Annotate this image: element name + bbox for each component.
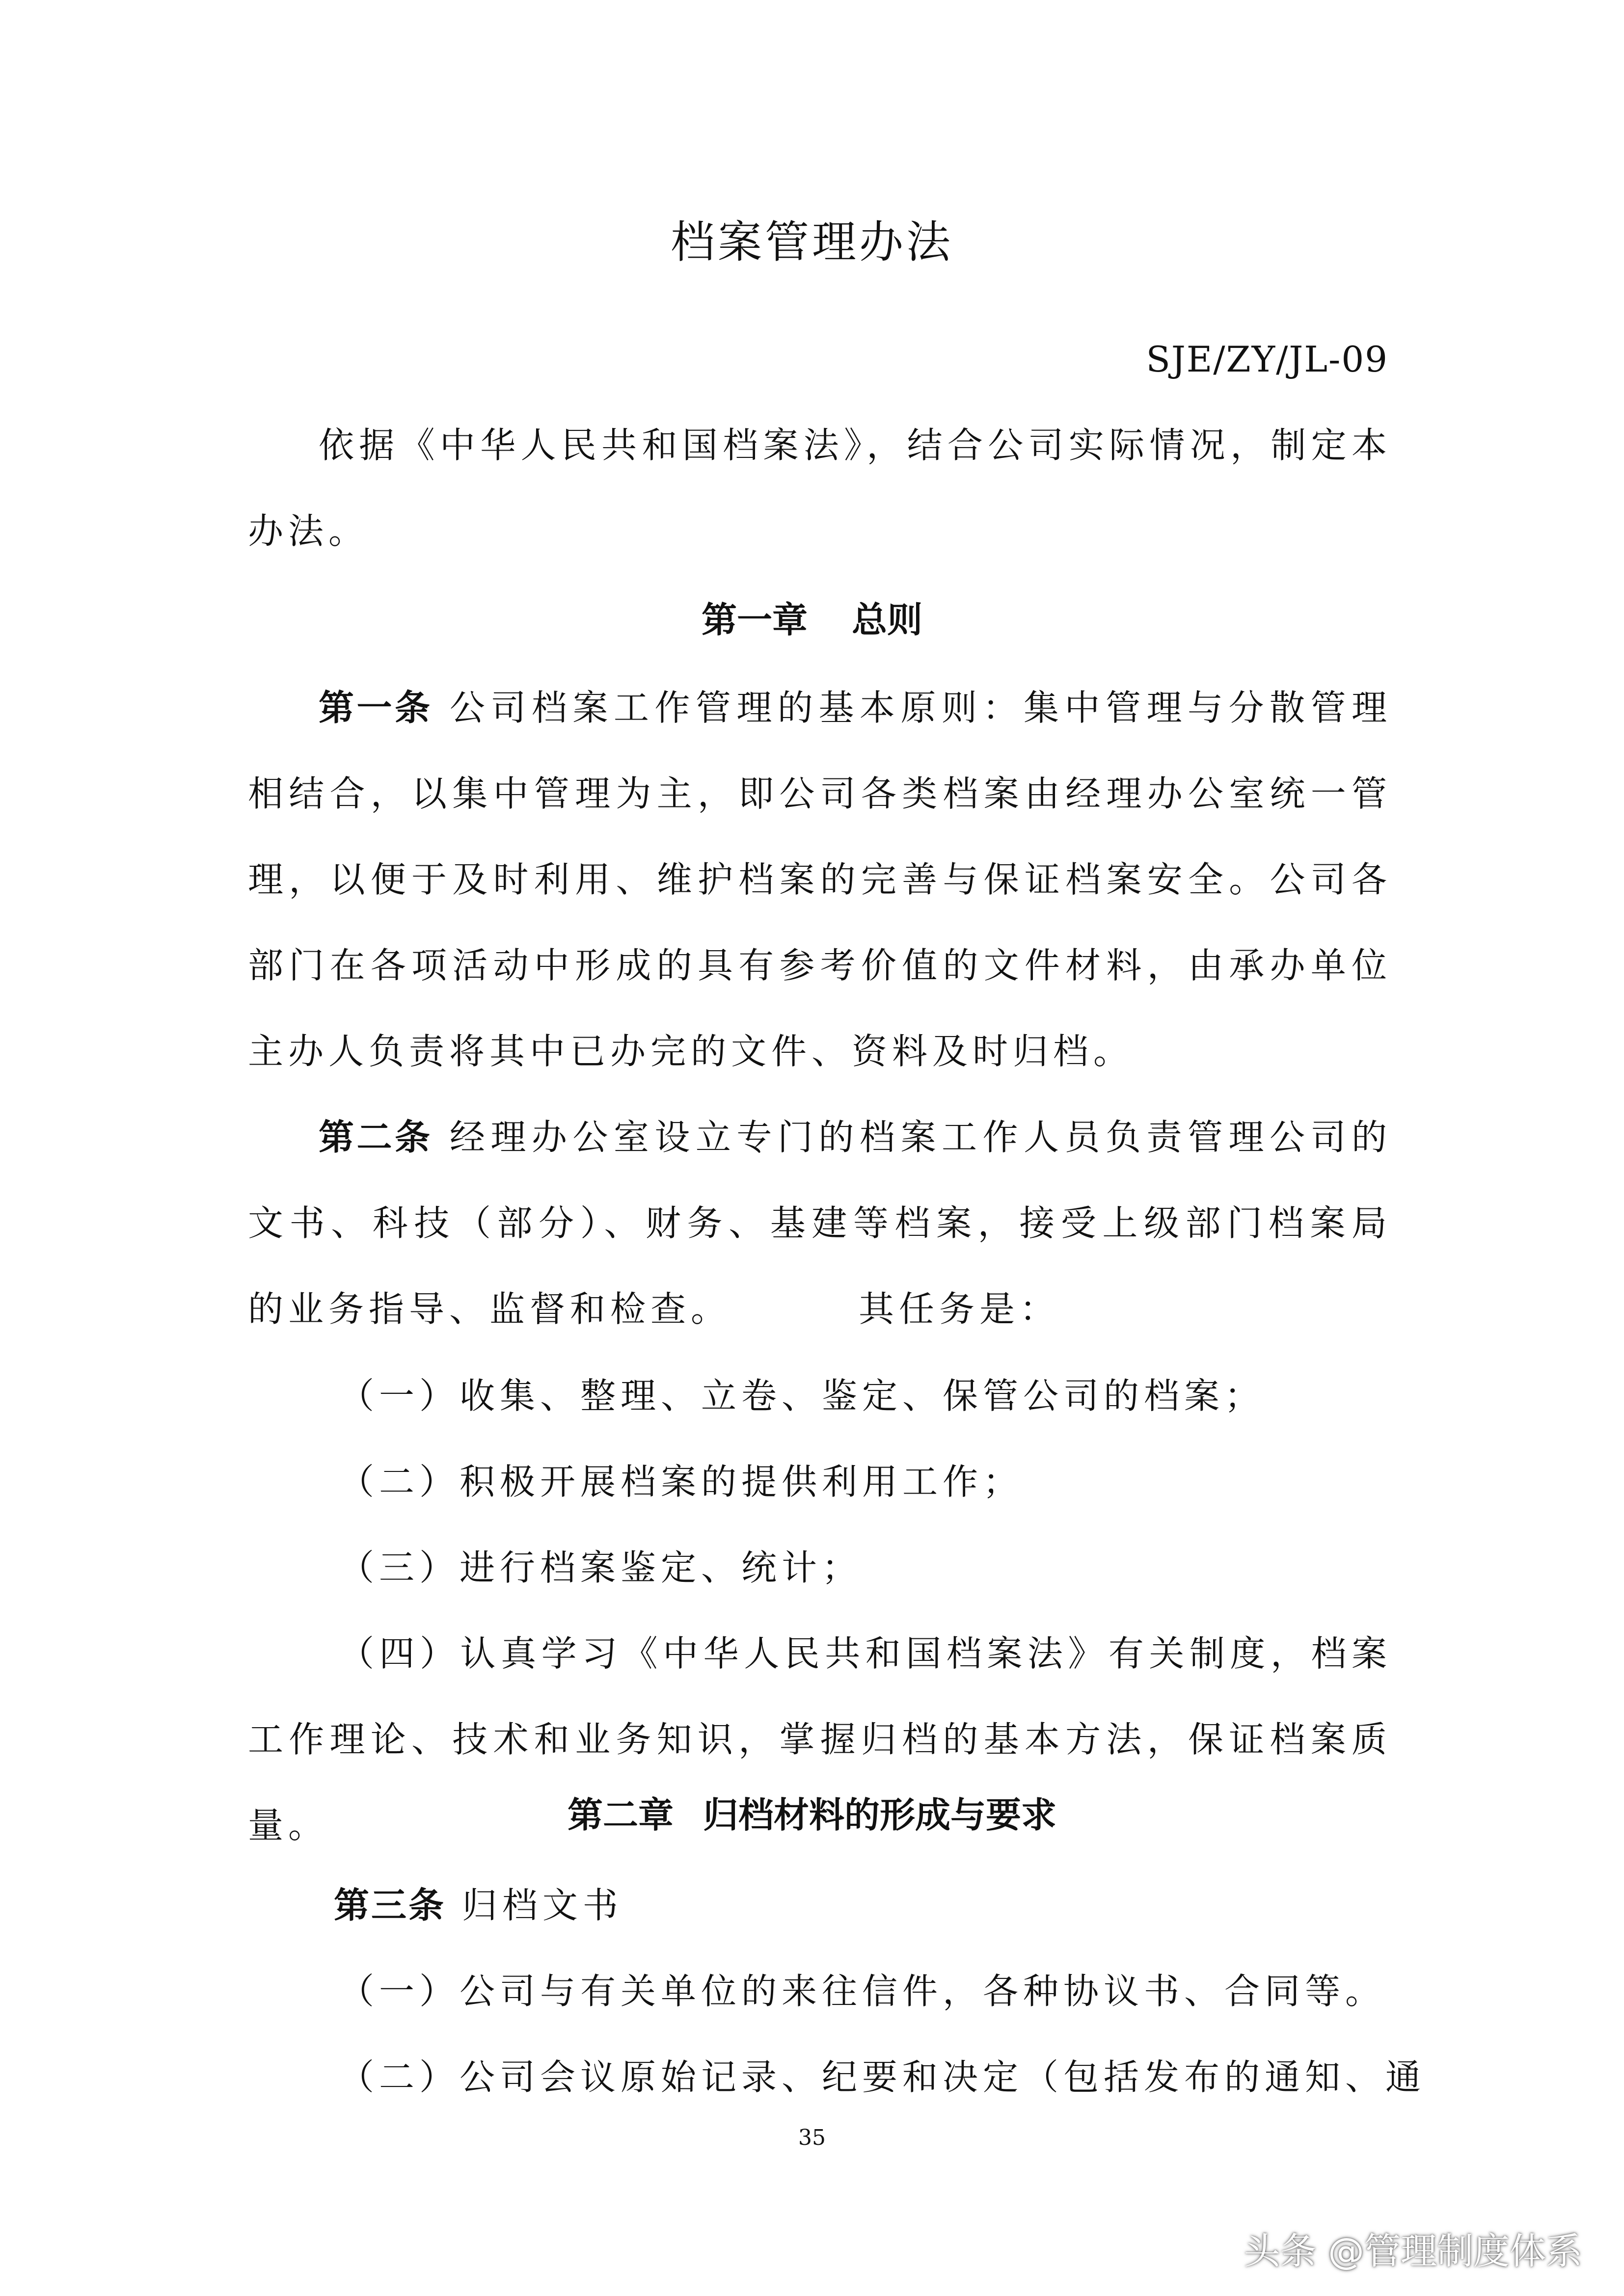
article-2-item-4-text: （四）认真学习《中华人民共和国档案法》有关制度，档案工作理论、技术和业务知识，掌握归档的基本方法，保证档案质量。 bbox=[248, 1633, 1392, 1846]
article-2-paragraph bbox=[248, 1095, 1392, 1352]
article-3-label: 第三条 bbox=[334, 1885, 446, 1926]
chapter-1-heading bbox=[0, 591, 1624, 642]
article-2-tasks-intro: 其任务是： bbox=[859, 1288, 1060, 1330]
chapter-2-name: 归档材料的形成与要求 bbox=[703, 1794, 1057, 1836]
article-2-item-1: （一）收集、整理、立卷、鉴定、保管公司的档案； bbox=[339, 1375, 1265, 1416]
intro-paragraph bbox=[248, 402, 1392, 574]
article-1-paragraph bbox=[248, 665, 1392, 1095]
page-number: 35 bbox=[798, 2125, 826, 2150]
chapter-1-name: 总则 bbox=[852, 599, 923, 641]
intro-text: 依据《中华人民共和国档案法》，结合公司实际情况，制定本办法。 bbox=[248, 425, 1392, 552]
article-1-text: 公司档案工作管理的基本原则：集中管理与分散管理相结合，以集中管理为主，即公司各类档案由经理办公室统一管理，以便于及时利用、维护档案的完善与保证档案安全。公司各部门在各项活动中形成的具有参考价值的文件材料，由承办单位主办人负责将其中已办完的文件、资料及时归档。 bbox=[248, 687, 1392, 1072]
article-3-text: 归档文书 bbox=[461, 1885, 623, 1926]
article-2-label: 第二条 bbox=[319, 1117, 433, 1158]
article-3-item-2: （二）公司会议原始记录、纪要和决定（包括发布的通知、通 bbox=[339, 2056, 1426, 2098]
article-2-text: 经理办公室设立专门的档案工作人员负责管理公司的文书、科技（部分）、财务、基建等档案，接受上级部门档案局的业务指导、监督和检查。 bbox=[248, 1117, 1392, 1330]
chapter-1-label: 第一章 bbox=[701, 599, 808, 641]
article-3-item-1: （一）公司与有关单位的来往信件，各种协议书、合同等。 bbox=[339, 1971, 1386, 2012]
article-2-item-2: （二）积极开展档案的提供利用工作； bbox=[339, 1461, 1024, 1502]
document-code: SJE/ZY/JL-09 bbox=[1146, 339, 1388, 380]
chapter-2-label: 第二章 bbox=[567, 1794, 674, 1836]
document-title: 档案管理办法 bbox=[671, 216, 953, 268]
article-3-line bbox=[334, 1863, 623, 1949]
article-1-label: 第一条 bbox=[319, 687, 433, 728]
article-2-item-3: （三）进行档案鉴定、统计； bbox=[339, 1547, 863, 1588]
chapter-2-heading bbox=[0, 1787, 1624, 1838]
watermark: 头条 @管理制度体系 bbox=[1244, 2230, 1582, 2272]
